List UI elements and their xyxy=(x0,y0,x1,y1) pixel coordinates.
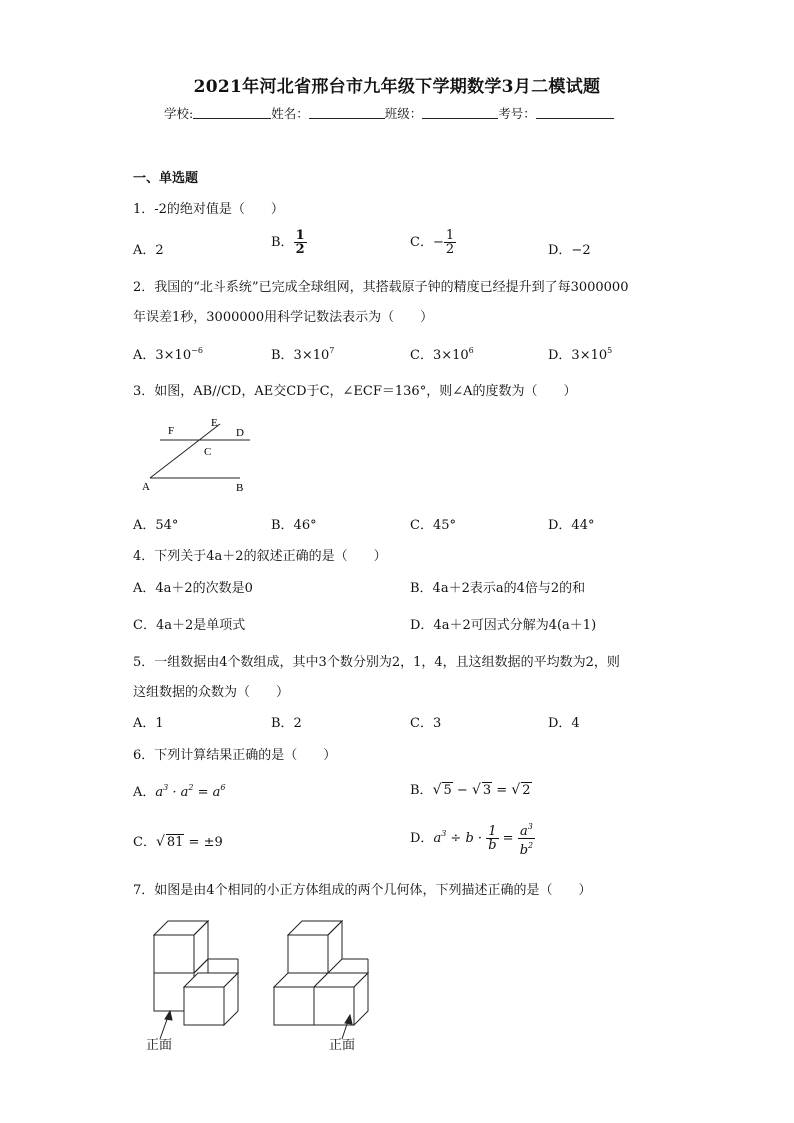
q1-c-den: 2 xyxy=(445,242,455,257)
q6-option-a[interactable] xyxy=(133,781,226,800)
name-blank[interactable] xyxy=(309,106,385,119)
q5-option-a[interactable]: A．1 xyxy=(133,716,164,731)
q7-stem: 7．如图是由4个相同的小正方体组成的两个几何体，下列描述正确的是（ ） xyxy=(133,883,592,898)
q2-d-base: D．3×10 xyxy=(548,348,608,363)
q1-b-fraction xyxy=(294,229,307,256)
q2-d-exp: 5 xyxy=(607,346,613,355)
right-top-cube-top xyxy=(288,921,342,935)
page-title: 2021年河北省邢台市九年级下学期数学3月二模试题 xyxy=(193,77,601,97)
q6-a-formula: $a^3 \cdot a^2 = a^6$ xyxy=(155,783,226,800)
q3-option-a[interactable]: A．54° xyxy=(133,518,179,533)
q2-line1: 2．我国的“北斗系统”已完成全球组网，其搭载原子钟的精度已经提升到了每3000000 xyxy=(133,280,629,295)
right-top-cube-front xyxy=(288,935,328,973)
q1-c-label: C．− xyxy=(410,235,444,250)
q3-option-c[interactable]: C．45° xyxy=(410,518,456,533)
q6-stem: 6．下列计算结果正确的是（ ） xyxy=(133,748,337,763)
label-f: F xyxy=(168,425,175,437)
left-front-cube-front xyxy=(184,987,224,1025)
q5-option-c[interactable]: C．3 xyxy=(410,716,442,731)
class-blank[interactable] xyxy=(422,106,498,119)
q6-d-label: D． xyxy=(410,831,434,846)
q6-b-label: B． xyxy=(410,783,433,798)
label-c: C xyxy=(204,446,212,458)
q1-b-num: 1 xyxy=(295,228,305,243)
q6-c-label: C． xyxy=(133,835,156,850)
number-blank[interactable] xyxy=(536,106,614,119)
q5-option-b[interactable]: B．2 xyxy=(271,716,302,731)
q6-option-d[interactable] xyxy=(410,820,535,857)
label-d: D xyxy=(236,427,244,439)
q6-a-label: A． xyxy=(133,785,156,800)
q1-b-label: B． xyxy=(271,235,294,250)
q4-option-c[interactable]: C．4a＋2是单项式 xyxy=(133,618,246,633)
q2-option-d[interactable] xyxy=(548,344,612,363)
q1-option-a[interactable]: A．2 xyxy=(133,243,164,258)
q2-option-a[interactable] xyxy=(133,344,203,363)
q4-option-a[interactable]: A．4a＋2的次数是0 xyxy=(133,581,253,596)
q1-b-den: 2 xyxy=(295,242,305,257)
label-b: B xyxy=(236,482,244,494)
q3-stem: 3．如图，AB//CD，AE交CD于C，∠ECF＝136°，则∠A的度数为（ ） xyxy=(133,384,577,399)
q4-option-d[interactable]: D．4a＋2可因式分解为4(a＋1) xyxy=(410,618,597,633)
q1-stem: 1．-2的绝对值是（ ） xyxy=(133,202,284,217)
q3-option-d[interactable]: D．44° xyxy=(548,518,595,533)
q3-option-b[interactable]: B．46° xyxy=(271,518,317,533)
left-top-cube-top xyxy=(154,921,208,935)
q2-c-exp: 6 xyxy=(468,346,474,355)
q1-option-d[interactable]: D．−2 xyxy=(548,243,591,258)
school-label: 学校: xyxy=(164,106,194,121)
q5-option-d[interactable]: D．4 xyxy=(548,716,580,731)
q2-line2: 年误差1秒，3000000用科学记数法表示为（ ） xyxy=(133,310,434,325)
q6-c-formula: √ 81 = ±9 xyxy=(155,834,223,850)
student-info-line xyxy=(164,104,614,122)
q5-line2: 这组数据的众数为（ ） xyxy=(133,685,290,700)
q1-option-c[interactable] xyxy=(410,229,456,256)
q2-b-base: B．3×10 xyxy=(271,348,330,363)
q2-option-b[interactable] xyxy=(271,344,334,363)
class-label: 班级： xyxy=(384,106,423,121)
left-top-cube-front xyxy=(154,935,194,973)
label-a: A xyxy=(142,481,150,493)
section-heading: 一、单选题 xyxy=(133,171,199,186)
q1-c-num: 1 xyxy=(445,228,455,243)
left-top-cube-side xyxy=(194,921,208,973)
q6-b-formula: √ 5 − √ 3 = √ 2 xyxy=(432,782,531,798)
q6-d-formula: $a^3 \div b$ · $\frac{1}{b}$ = $\frac{a^3}{b^2}$ xyxy=(433,822,534,858)
q2-a-exp: −6 xyxy=(191,346,203,355)
q5-line1: 5．一组数据由4个数组成，其中3个数分别为2，1，4，且这组数据的平均数为2，则 xyxy=(133,655,620,670)
q2-b-exp: 7 xyxy=(329,346,335,355)
school-blank[interactable] xyxy=(193,106,271,119)
q7-front-label-2: 正面 xyxy=(329,1038,356,1053)
right-top-cube-side xyxy=(328,921,342,973)
q3-figure xyxy=(138,414,258,496)
q4-stem: 4．下列关于4a＋2的叙述正确的是（ ） xyxy=(133,549,387,564)
number-label: 考号： xyxy=(498,106,536,121)
q6-option-c[interactable] xyxy=(133,831,223,850)
name-label: 姓名： xyxy=(271,106,309,121)
q1-c-fraction xyxy=(444,229,456,256)
label-e: E xyxy=(211,417,218,429)
q6-option-b[interactable] xyxy=(410,779,532,798)
q2-option-c[interactable] xyxy=(410,344,474,363)
q2-c-base: C．3×10 xyxy=(410,348,469,363)
q2-a-base: A．3×10 xyxy=(133,348,192,363)
right-left-cube-front xyxy=(274,987,314,1025)
q1-option-b[interactable] xyxy=(271,229,307,256)
q7-front-label-1: 正面 xyxy=(146,1038,173,1053)
left-arrow-head xyxy=(165,1011,172,1020)
q4-option-b[interactable]: B．4a＋2表示a的4倍与2的和 xyxy=(410,581,586,596)
